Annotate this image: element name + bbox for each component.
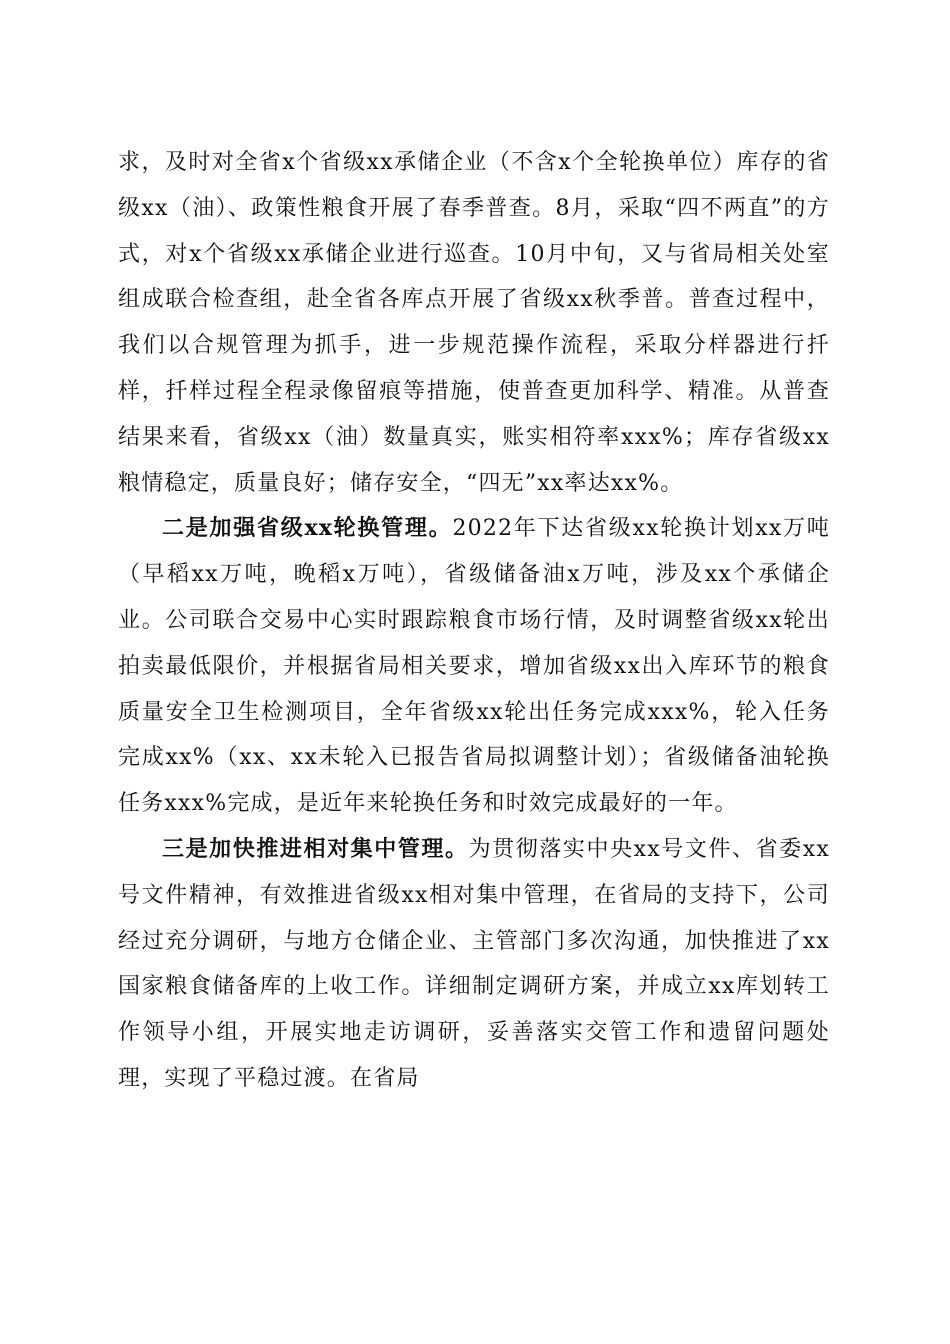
paragraph-lead-heading: 三是加快推进相对集中管理。 xyxy=(162,835,469,862)
paragraph-lead-heading: 二是加强省级xx轮换管理。 xyxy=(162,515,453,542)
paragraph-text: 求，及时对全省x个省级xx承储企业（不含x个全轮换单位）库存的省级xx（油）、政策性粮食开展了春季普查。8月，采取“四不两直”的方式，对x个省级xx承储企业进行巡查。10月中旬，又与省局相关处室组成联合检查组，赴全省各库点开展了省级xx秋季普。普查过程中，我们以合规管理为抓手，进一步规范操作流程，采取分样器进行扦样，扦样过程全程录像留痕等措施，使普查更加科学、精准。从普查结果来看，省级xx（油）数量真实，账实相符率xxx%；库存省级xx粮情稳定，质量良好；储存安全，“四无”xx率达xx%。 xyxy=(118,150,830,496)
paragraph-text: 2022年下达省级xx轮换计划xx万吨（早稻xx万吨，晚稻x万吨），省级储备油x万吨，涉及xx个承储企业。公司联合交易中心实时跟踪粮食市场行情，及时调整省级xx轮出拍卖最低限价，并根据省局相关要求，增加省级xx出入库环节的粮食质量安全卫生检测项目，全年省级xx轮出任务完成xxx%，轮入任务完成xx%（xx、xx未轮入已报告省局拟调整计划）；省级储备油轮换任务xxx%完成，是近年来轮换任务和时效完成最好的一年。 xyxy=(118,516,830,817)
paragraph-spring-autumn-inspection xyxy=(118,140,830,506)
paragraph-rotation-management xyxy=(118,506,830,827)
paragraph-centralized-management xyxy=(118,827,830,1102)
document-page xyxy=(118,140,830,1102)
paragraph-text: 为贯彻落实中央xx号文件、省委xx号文件精神，有效推进省级xx相对集中管理，在省局的支持下，公司经过充分调研，与地方仓储企业、主管部门多次沟通，加快推进了xx国家粮食储备库的上收工作。详细制定调研方案，并成立xx库划转工作领导小组，开展实地走访调研，妥善落实交管工作和遗留问题处理，实现了平稳过渡。在省局 xyxy=(118,836,830,1091)
